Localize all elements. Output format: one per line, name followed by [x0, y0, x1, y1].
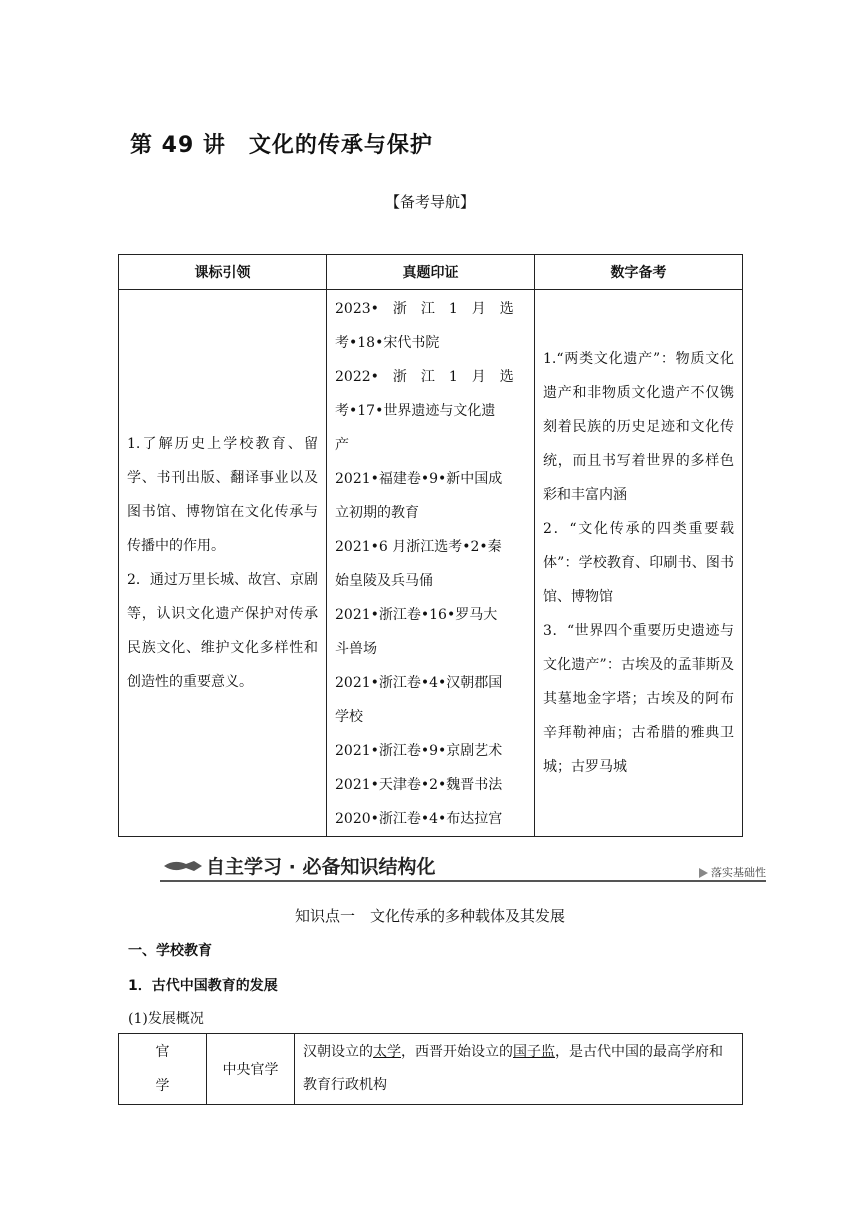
description-cell: [295, 1034, 743, 1105]
page-title: 第 49 讲 文化的传承与保护: [130, 133, 433, 158]
education-table: [118, 1033, 743, 1105]
exam-line: 立初期的教育: [335, 505, 419, 521]
guide-table: [118, 254, 743, 837]
curriculum-cell: [119, 290, 327, 837]
digital-text: [543, 342, 734, 784]
exam-line: 斗兽场: [335, 641, 377, 657]
banner-tag-label: 落实基础性: [711, 866, 766, 879]
digital-paragraph: 1.“两类文化遗产”：物质文化遗产和非物质文化遗产不仅镌刻着民族的历史足迹和文化传统，而且书写着世界的多样色彩和丰富内涵: [543, 351, 734, 503]
exam-line: 考•18•宋代书院: [335, 335, 440, 351]
double-arrow-icon: [164, 858, 204, 877]
exam-line: 始皇陵及兵马俑: [335, 573, 433, 589]
exam-line: 2021•6 月浙江选考•2•秦: [335, 539, 502, 555]
exam-line: 考•17•世界遗迹与文化遗: [335, 403, 496, 419]
banner-tag: [699, 864, 766, 880]
exam-line: 学校: [335, 709, 363, 725]
exam-line: 2023• 浙 江 1 月 选: [335, 301, 514, 317]
curriculum-text: [127, 427, 318, 699]
underlined-term: 国子监: [513, 1044, 555, 1060]
description-text: ，西晋开始设立的: [401, 1044, 513, 1060]
knowledge-point-title: 知识点一 文化传承的多种载体及其发展: [294, 907, 565, 925]
curriculum-paragraph: 2．通过万里长城、故宫、京剧等，认识文化遗产保护对传承民族文化、维护文化多样性和创造性的重要意义。: [127, 572, 318, 690]
category-label: 官: [155, 1044, 170, 1060]
exam-line: 2022• 浙 江 1 月 选: [335, 369, 514, 385]
exam-line: 2021•天津卷•2•魏晋书法: [335, 777, 503, 793]
table-row: [119, 290, 743, 837]
table-header-row: [119, 255, 743, 290]
table-header: 真题印证: [327, 255, 535, 290]
exam-line: 2021•浙江卷•9•京剧艺术: [335, 743, 503, 759]
underlined-term: 太学: [373, 1044, 401, 1060]
guide-heading: 【备考导航】: [384, 193, 475, 211]
table-header: 数字备考: [535, 255, 743, 290]
subsection-heading: 1．古代中国教育的发展: [128, 978, 278, 994]
description-text: 汉朝设立的: [303, 1044, 373, 1060]
type-cell: 中央官学: [207, 1034, 295, 1105]
description-text: ，是古代中国的最高学府和教育行政机构: [303, 1044, 723, 1093]
table-row: [119, 1034, 743, 1105]
exam-line: 产: [335, 437, 349, 453]
exam-list: [335, 292, 526, 836]
sub-subsection-heading: (1)发展概况: [128, 1011, 204, 1027]
banner-title: 自主学习 · 必备知识结构化: [206, 856, 436, 878]
digital-cell: [535, 290, 743, 837]
exam-line: 2021•浙江卷•16•罗马大: [335, 607, 498, 623]
curriculum-paragraph: 1.了解历史上学校教育、留学、书刊出版、翻译事业以及图书馆、博物馆在文化传承与传播中的作用。: [127, 436, 318, 554]
section-banner: [160, 850, 766, 882]
exam-line: 2021•福建卷•9•新中国成: [335, 471, 503, 487]
digital-paragraph: 2．“文化传承的四类重要载体”：学校教育、印刷书、图书馆、博物馆: [543, 521, 734, 605]
divider: [160, 880, 766, 882]
section-heading: 一、学校教育: [128, 943, 212, 959]
digital-paragraph: 3．“世界四个重要历史遗迹与文化遗产”：古埃及的孟菲斯及其墓地金字塔；古埃及的阿布辛拜勒神庙；古希腊的雅典卫城；古罗马城: [543, 623, 734, 775]
table-header: 课标引领: [119, 255, 327, 290]
exam-cell: [327, 290, 535, 837]
triangle-icon: [699, 868, 708, 878]
exam-line: 2021•浙江卷•4•汉朝郡国: [335, 675, 503, 691]
exam-line: 2020•浙江卷•4•布达拉宫: [335, 811, 503, 827]
category-label: 学: [155, 1078, 170, 1094]
category-cell: [119, 1034, 207, 1105]
